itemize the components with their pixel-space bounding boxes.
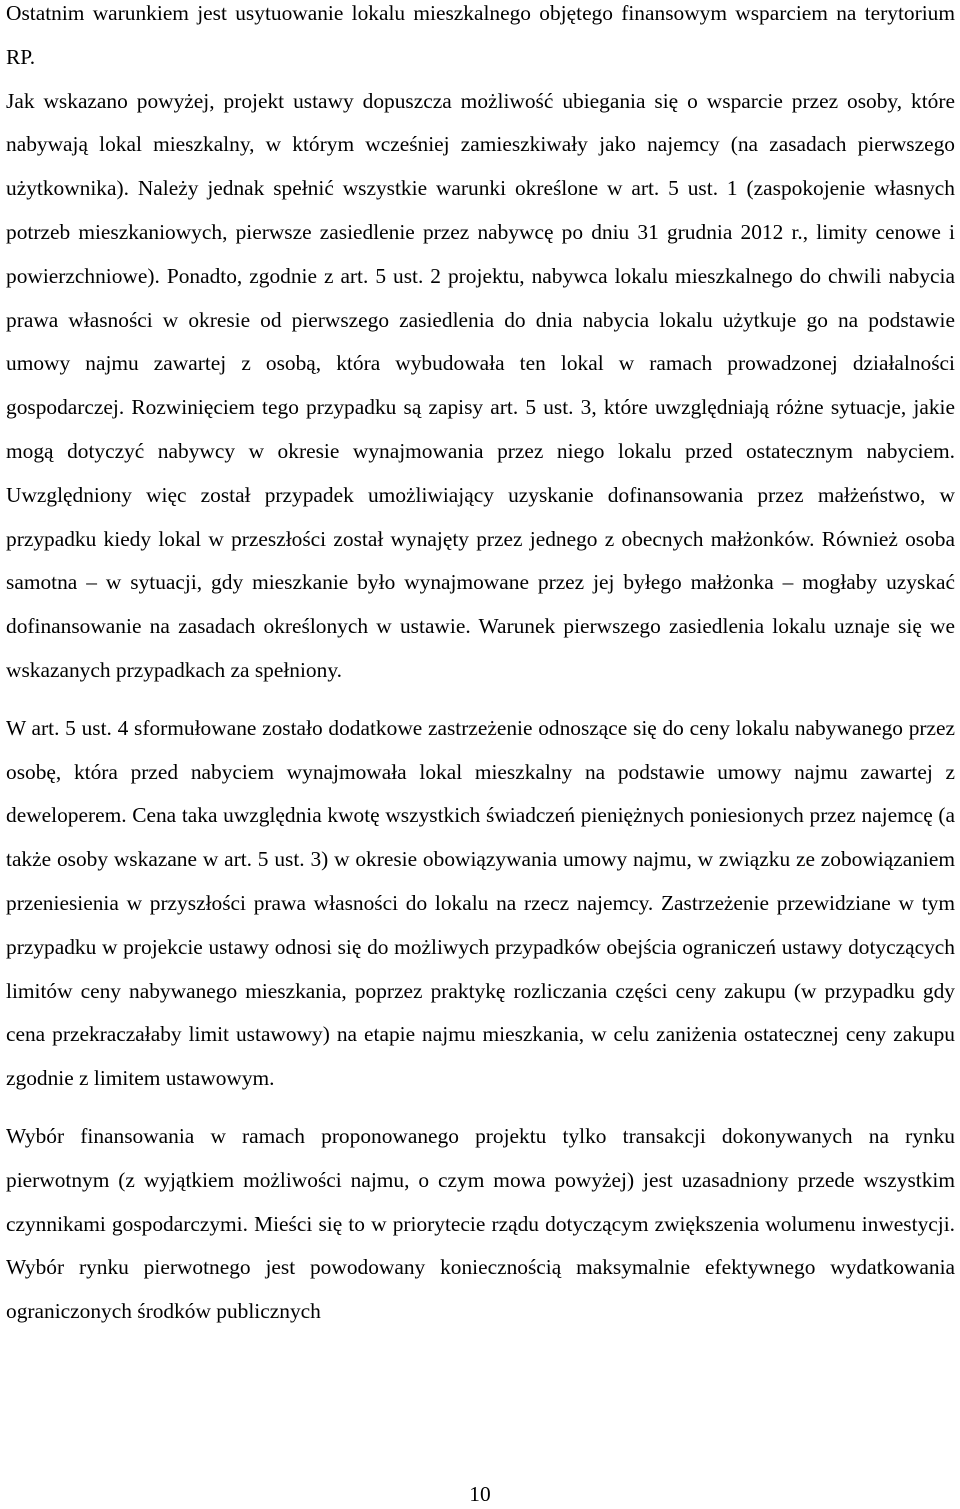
paragraph-2: Jak wskazano powyżej, projekt ustawy dopuszcza możliwość ubiegania się o wsparcie przez osoby, które nabywają lokal mieszkalny, w którym wcześniej zamieszkiwały jako najemcy (na zasadach pierwszego użytkownika). Należy jednak spełnić wszystkie warunki określone w art. 5 ust. 1 (zaspokojenie własnych potrzeb mieszkaniowych, pierwsze zasiedlenie przez nabywcę po dniu 31 grudnia 2012 r., limity cenowe i powierzchniowe). Ponadto, zgodnie z art. 5 ust. 2 projektu, nabywca lokalu mieszkalnego do chwili nabycia prawa własności w okresie od pierwszego zasiedlenia do dnia nabycia lokalu użytkuje go na podstawie umowy najmu zawartej z osobą, która wybudowała ten lokal w ramach prowadzonej działalności gospodarczej. Rozwinięciem tego przypadku są zapisy art. 5 ust. 3, które uwzględniają różne sytuacje, jakie mogą dotyczyć nabywcy w okresie wynajmowania przez niego lokalu przed ostatecznym nabyciem. Uwzględniony więc został przypadek umożliwiający uzyskanie dofinansowania przez małżeństwo, w przypadku kiedy lokal w przeszłości został wynajęty przez jednego z obecnych małżonków. Również osoba samotna – w sytuacji, gdy mieszkanie było wynajmowane przez jej byłego małżonka – mogłaby uzyskać dofinansowanie na zasadach określonych w ustawie. Warunek pierwszego zasiedlenia lokalu uznaje się we wskazanych przypadkach za spełniony.: [6, 88, 955, 682]
page-number: 10: [469, 1482, 491, 1506]
paragraph-spacer: [6, 1101, 955, 1115]
paragraph-spacer: [6, 693, 955, 707]
paragraph-3: W art. 5 ust. 4 sformułowane zostało dodatkowe zastrzeżenie odnoszące się do ceny lokalu nabywanego przez osobę, która przed nabyciem wynajmowała lokal mieszkalny na podstawie umowy najmu zawartej z deweloperem. Cena taka uwzględnia kwotę wszystkich świadczeń pieniężnych poniesionych przez najemcę (a także osoby wskazane w art. 5 ust. 3) w okresie obowiązywania umowy najmu, w związku ze zobowiązaniem przeniesienia w przyszłości prawa własności do lokalu na rzecz najemcy. Zastrzeżenie przewidziane w tym przypadku w projekcie ustawy odnosi się do możliwych przypadków obejścia ograniczeń ustawy dotyczących limitów ceny nabywanego mieszkania, poprzez praktykę rozliczania części ceny zakupu (w przypadku gdy cena przekraczałaby limit ustawowy) na etapie najmu mieszkania, w celu zaniżenia ostatecznej ceny zakupu zgodnie z limitem ustawowym.: [6, 715, 955, 1091]
paragraph-4: Wybór finansowania w ramach proponowanego projektu tylko transakcji dokonywanych na rynku pierwotnym (z wyjątkiem możliwości najmu, o czym mowa powyżej) jest uzasadniony przede wszystkim czynnikami gospodarczymi. Mieści się to w priorytecie rządu dotyczącym zwiększenia wolumenu inwestycji. Wybór rynku pierwotnego jest powodowany koniecznością maksymalnie efektywnego wydatkowania ograniczonych środków publicznych: [6, 1123, 955, 1324]
document-page: [6, 0, 955, 1334]
paragraph-1: Ostatnim warunkiem jest usytuowanie lokalu mieszkalnego objętego finansowym wsparciem na terytorium RP.: [6, 1, 955, 69]
